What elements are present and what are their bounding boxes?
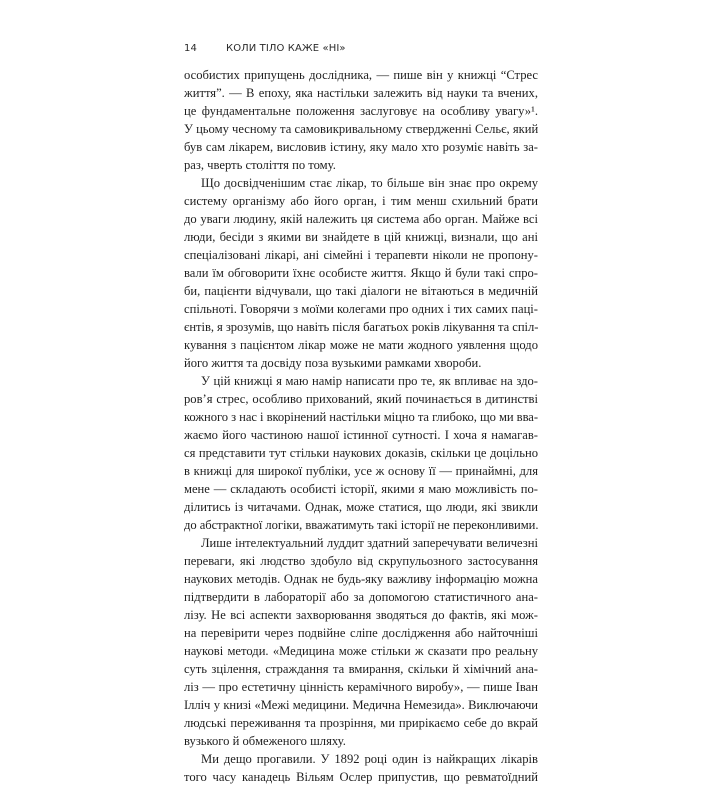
text-line: Що досвідченішим стає лікар, то більше він знає про окрему xyxy=(201,176,538,190)
text-line: спільноті. Говорячи з моїми колегами про одних і тих самих паці- xyxy=(184,302,538,316)
text-line: кожного з нас і вкорінений настільки міцно та глибоко, що ми вва- xyxy=(184,410,538,424)
text-line: вузького й обмеженого шляху. xyxy=(184,734,346,748)
paragraph xyxy=(184,534,538,750)
paragraph xyxy=(184,174,538,372)
text-line: це фундаментальне положення заслуговує на особливу увагу»¹. xyxy=(184,104,538,118)
text-line: того часу канадець Вільям Ослер припустив, що ревматоїдний xyxy=(184,770,538,784)
running-head xyxy=(184,41,346,55)
text-line: до уваги людину, якій належить ця система або орган. Майже всі xyxy=(184,212,538,226)
text-line: наукових методів. Однак не будь-яку важливу інформацію можна xyxy=(184,572,538,586)
text-line: особистих припущень дослідника, — пише він у книжці “Стрес xyxy=(184,68,538,82)
text-line: життя”. — В епоху, яка настільки залежить від науки та вчених, xyxy=(184,86,538,100)
text-line: до абстрактної логіки, вважатимуть такі історії не переконливими. xyxy=(184,518,539,532)
text-line: мене — складають особисті історії, якими я маю можливість по- xyxy=(184,482,538,496)
paragraph xyxy=(184,750,538,786)
text-line: Лише інтелектуальний луддит здатний заперечувати величезні xyxy=(201,536,538,550)
text-line: спеціалізовані лікарі, ані сімейні і терапевти ніколи не пропону- xyxy=(184,248,538,262)
text-line: переваги, які людство здобуло від скрупульозного застосування xyxy=(184,554,538,568)
text-line: був сам лікарем, висловив істину, яку мало хто розуміє навіть за- xyxy=(184,140,538,154)
text-line: раз, чверть століття по тому. xyxy=(184,158,336,172)
text-line: ділитись із читачами. Однак, може статися, що люди, які звикли xyxy=(184,500,538,514)
text-line: Ілліч у книзі «Межі медицини. Медична Немезида». Виключаючи xyxy=(184,698,538,712)
paragraph xyxy=(184,372,538,534)
text-line: підтвердити в лабораторії або за допомогою статистичного ана- xyxy=(184,590,538,604)
text-line: Ми дещо прогавили. У 1892 році один із найкращих лікарів xyxy=(201,752,538,766)
text-line: ся представити тут стільки наукових доказів, скільки це доцільно xyxy=(184,446,538,460)
text-line: ров’я стрес, особливо прихований, який починається в дитинстві xyxy=(184,392,538,406)
text-line: суть зцілення, страждання та вмирання, скільки й хімічний ана- xyxy=(184,662,538,676)
text-line: на перевірити через подвійне сліпе дослідження або найточніші xyxy=(184,626,538,640)
text-line: вали їм обговорити їхнє особисте життя. Якщо й були такі спро- xyxy=(184,266,538,280)
text-line: би, пацієнти відчували, що такі діалоги не вітаються в медичній xyxy=(184,284,538,298)
text-line: єнтів, я зрозумів, що навіть після багатьох років лікування та спіл- xyxy=(184,320,539,334)
text-line: У цьому чесному та самовикривальному ствердженні Сельє, який xyxy=(184,122,539,136)
text-line: в книжці для широкої публіки, усе ж основу її — принаймні, для xyxy=(184,464,538,478)
text-line: люди, бесіди з якими ви знайдете в цій книжці, визнали, що ані xyxy=(184,230,538,244)
text-line: його життя та досвіду поза вузькими рамками хвороби. xyxy=(184,356,482,370)
text-line: ліз — про естетичну цінність керамічного виробу», — пише Іван xyxy=(184,680,538,694)
text-line: кування з пацієнтом лікар може не мати жодного уявлення щодо xyxy=(184,338,538,352)
paragraph xyxy=(184,66,538,174)
text-line: жаємо його частиною нашої істинної сутності. І хоча я намагав- xyxy=(184,428,538,442)
text-line: лізу. Не всі аспекти захворювання зводяться до фактів, які мож- xyxy=(184,608,538,622)
text-line: систему організму або його орган, і тим менш схильний брати xyxy=(184,194,538,208)
text-line: людські переживання та прозріння, ми прирікаємо себе до вкрай xyxy=(184,716,538,730)
text-line: У цій книжці я маю намір написати про те, як впливає на здо- xyxy=(201,374,538,388)
text-line: наукові методи. «Медицина може стільки ж сказати про реальну xyxy=(184,644,538,658)
body-text xyxy=(184,66,538,786)
page-number: 14 xyxy=(184,42,197,54)
running-title: КОЛИ ТІЛО КАЖЕ «НІ» xyxy=(226,42,346,54)
